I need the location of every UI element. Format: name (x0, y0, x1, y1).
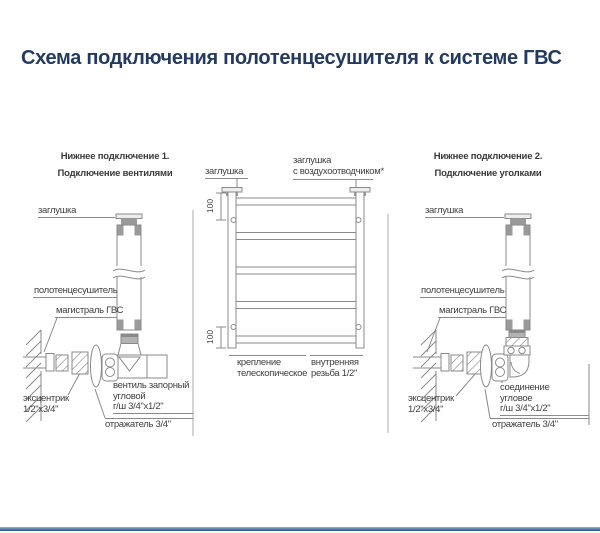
page-title: Схема подключения полотенцесушителя к системе ГВС (21, 47, 562, 69)
right-eccentric-label-line1: эксцентрик (408, 393, 454, 404)
right-eccentric (451, 352, 483, 374)
middle-dimension-bottom: 100 (205, 329, 215, 345)
left-main-pipe (23, 354, 54, 372)
right-panel-heading-line2: Подключение уголками (434, 168, 542, 179)
right-corner-label-line2: угловое (500, 392, 533, 404)
right-plug-label: заглушка (425, 205, 464, 216)
right-eccentric-label-line2: 1/2"x3/4" (408, 403, 444, 415)
left-eccentric-label-line1: эксцентрик (23, 393, 69, 404)
right-eccentric-label (408, 394, 454, 415)
right-reflector (481, 345, 492, 387)
right-towel-rail-label: полотенцесушитель (421, 285, 505, 296)
middle-dimension-lines (216, 193, 226, 348)
middle-dimension-top: 100 (205, 198, 215, 214)
middle-diagram (205, 179, 373, 356)
right-plug-cap (505, 214, 531, 225)
left-valve-label-line2: угловой (113, 390, 146, 402)
middle-mount-label-line1: крепление (237, 357, 281, 368)
left-towel-rail-label: полотенцесушитель (34, 285, 118, 296)
left-plug-cap (116, 214, 142, 225)
left-reflector (91, 345, 102, 387)
left-valve-label-line1: вентиль запорный (113, 380, 190, 391)
left-panel-heading-line2: Подключение вентилями (57, 168, 173, 179)
middle-plug-label: заглушка (205, 166, 244, 177)
middle-air-vent-plug-label (293, 156, 384, 177)
middle-rail-rungs (236, 198, 356, 343)
left-plug-label: заглушка (38, 205, 77, 216)
right-panel-heading-line1: Нижнее подключение 2. (433, 151, 543, 162)
middle-thread-label-line1: внутренняя (311, 357, 359, 368)
middle-mount-label (237, 358, 307, 379)
left-eccentric-label (23, 394, 69, 415)
left-angle-valve (102, 334, 167, 381)
right-corner-label-line1: соединение (500, 382, 550, 393)
right-hot-water-main-label: магистраль ГВС (439, 305, 507, 316)
right-corner-label-line3: г/ш 3/4"x1/2" (500, 403, 551, 414)
left-valve-label-line3: г/ш 3/4"x1/2" (113, 401, 164, 412)
left-valve-label (113, 381, 189, 413)
right-corner-label (500, 383, 550, 415)
left-panel-heading-line1: Нижнее подключение 1. (60, 151, 170, 162)
middle-air-vent-plug-line1: заглушка (293, 155, 332, 166)
left-eccentric-label-line2: 1/2"x3/4" (23, 403, 59, 415)
right-reflector-label: отражатель 3/4" (492, 419, 558, 430)
middle-thread-label (311, 358, 359, 379)
left-reflector-label: отражатель 3/4" (105, 419, 171, 430)
middle-air-vent-plug-line2: с воздухоотводчиком* (293, 165, 384, 177)
middle-plug-caps (222, 188, 370, 197)
left-hot-water-main-label: магистраль ГВС (56, 305, 124, 316)
right-corner-connection (492, 331, 530, 382)
right-main-pipe (413, 354, 449, 372)
left-eccentric (56, 352, 88, 374)
footer-accent-band (0, 527, 600, 531)
right-towel-pipe (502, 225, 534, 330)
middle-thread-label-line2: резьба 1/2" (311, 367, 358, 379)
middle-mount-label-line2: телескопическое (237, 367, 308, 379)
